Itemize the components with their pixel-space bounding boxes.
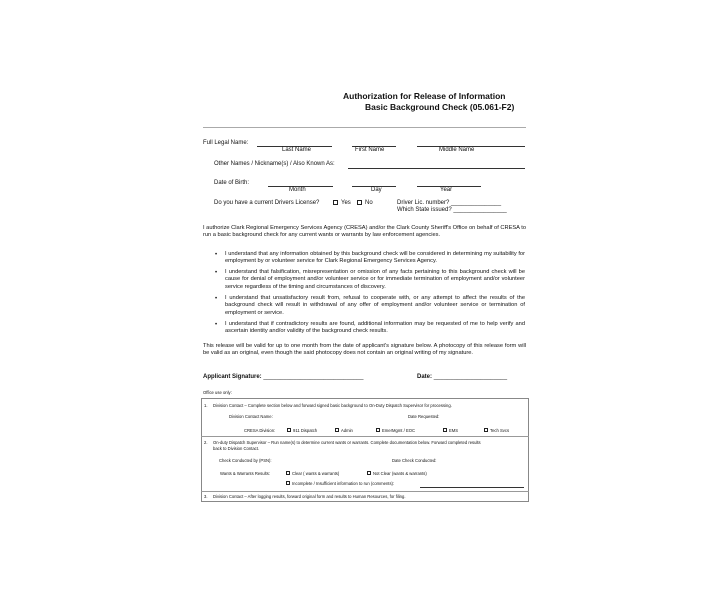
division-option: EMS xyxy=(449,428,459,433)
yes-label: Yes xyxy=(341,200,351,206)
state-issued-label: Which State issued? xyxy=(397,207,452,213)
no-label: No xyxy=(365,200,373,206)
comments-line[interactable] xyxy=(420,487,524,488)
state-issued xyxy=(397,207,507,213)
division-option: 911 Dispatch xyxy=(293,428,318,433)
signature-date xyxy=(417,374,507,380)
result-not-clear-label: Not Clear (wants & warrants) xyxy=(373,471,427,476)
release-paragraph: This release will be valid for up to one month from the date of applicant's signature below. A photocopy of this release form will be valid as an original, even though the said photocopy does not contain an original writing of my signature. xyxy=(203,343,526,357)
division-option: Admin xyxy=(341,428,353,433)
step3-text: Division Contact – After logging results, forward original form and results to Human Resources, for filing. xyxy=(213,494,406,499)
bullet-item: I understand that falsification, misrepresentation or omission of any facts pertaining to this background check will be cause for denial of employment and/or volunteer service or for immediate termination of employment and/or volunteer service regardless of the timing and circumstances of discovery. xyxy=(225,269,525,290)
form-code: (05.061-F2) xyxy=(469,102,515,112)
office-use-label: Office use only: xyxy=(203,390,232,395)
form-subtitle xyxy=(365,102,514,112)
year-label: Year xyxy=(440,187,453,193)
division-contact-name-label: Division Contact Name: xyxy=(229,414,273,419)
division-checkbox[interactable] xyxy=(443,428,447,432)
applicant-signature xyxy=(203,374,363,380)
date-check-conducted-label: Date Check Conducted: xyxy=(392,458,437,463)
month-label: Month xyxy=(289,187,306,193)
applicant-signature-blank[interactable]: ______________________________ xyxy=(263,374,364,380)
division-checkbox[interactable] xyxy=(376,428,380,432)
result-not-clear-checkbox[interactable] xyxy=(367,471,371,475)
bullet-item: I understand that if contradictory results are found, additional information may be requested of me to help verify and ascertain identity and/or validity of the background check results. xyxy=(225,321,525,335)
result-clear-checkbox[interactable] xyxy=(286,471,290,475)
wants-results-label: Wants & Warrants Results: xyxy=(220,471,270,476)
full-legal-name-label: Full Legal Name: xyxy=(203,140,249,146)
step1-number: 1. xyxy=(204,403,208,408)
step2-text-line2: back to Division Contact. xyxy=(213,446,260,451)
step2-number: 2. xyxy=(204,440,208,445)
other-names-label: Other Names / Nickname(s) / Also Known As: xyxy=(214,161,335,167)
bullet-item: I understand that any information obtained by this background check will be considered in determining my suitability for employment by or volunteer service for Clark Regional Emergency Services Agency. xyxy=(225,251,525,265)
applicant-signature-label: Applicant Signature: xyxy=(203,374,262,380)
check-conducted-by-label: Check Conducted by (PSN): xyxy=(219,458,272,463)
division-checkbox[interactable] xyxy=(287,428,291,432)
form-subtitle-text: Basic Background Check xyxy=(365,102,468,112)
state-issued-blank[interactable]: ________________ xyxy=(453,207,507,213)
result-clear-label: Clear ( wants & warrants) xyxy=(292,471,340,476)
office-divider xyxy=(201,436,529,437)
first-name-label: First Name xyxy=(355,147,385,153)
cresa-division-label: CRESA Division: xyxy=(244,428,276,433)
division-option: Tech Svcs xyxy=(490,428,510,433)
driver-lic-number-blank[interactable]: _______________ xyxy=(451,200,502,206)
dob-label: Date of Birth: xyxy=(214,180,250,186)
authorize-paragraph: I authorize Clark Regional Emergency Services Agency (CRESA) and/or the Clark County Sheriff's Office on behalf of CRESA to run a basic background check for any current wants or warrants by law enforcement agencies. xyxy=(203,225,526,239)
bullet-dot: • xyxy=(215,252,218,258)
division-checkbox[interactable] xyxy=(335,428,339,432)
bullet-item: I understand that unsatisfactory result from, refusal to cooperate with, or any attempt to affect the results of the background check will result in withdrawal of any offer of employment and/or volunteer service or termination of employment or service. xyxy=(225,295,525,316)
bullet-dot: • xyxy=(215,322,218,328)
signature-date-blank[interactable]: ______________________ xyxy=(433,374,508,380)
signature-date-label: Date: xyxy=(417,374,433,380)
result-incomplete-label: Incomplete / Insufficient information to run (comments): xyxy=(292,481,395,486)
division-checkbox[interactable] xyxy=(484,428,488,432)
other-names-line[interactable] xyxy=(348,168,525,169)
division-option: EmerMgmt / EOC xyxy=(382,428,416,433)
bullet-dot: • xyxy=(215,296,218,302)
form-title: Authorization for Release of Information xyxy=(343,91,506,101)
result-incomplete-checkbox[interactable] xyxy=(286,481,290,485)
middle-name-label: Middle Name xyxy=(439,147,475,153)
step1-text: Division Contact – Complete section below and forward signed basic background to On-Duty Dispatch Supervisor for processing. xyxy=(213,403,452,408)
no-checkbox[interactable] xyxy=(357,200,362,205)
driver-lic-number-label: Driver Lic. number? xyxy=(397,200,450,206)
header-divider xyxy=(203,127,526,128)
step3-number: 3. xyxy=(204,494,208,499)
drivers-license-question: Do you have a current Drivers License? xyxy=(214,200,320,206)
day-label: Day xyxy=(371,187,382,193)
driver-lic-number xyxy=(397,200,501,206)
bullet-dot: • xyxy=(215,270,218,276)
date-requested-label: Date Requested: xyxy=(408,414,440,419)
step2-text-line1: On-duty Dispatch Supervisor – Run name(s) to determine current wants or warrants. Complete documentation below. Forward completed results xyxy=(213,440,481,445)
last-name-label: Last Name xyxy=(282,147,312,153)
yes-checkbox[interactable] xyxy=(333,200,338,205)
office-divider xyxy=(201,491,529,492)
